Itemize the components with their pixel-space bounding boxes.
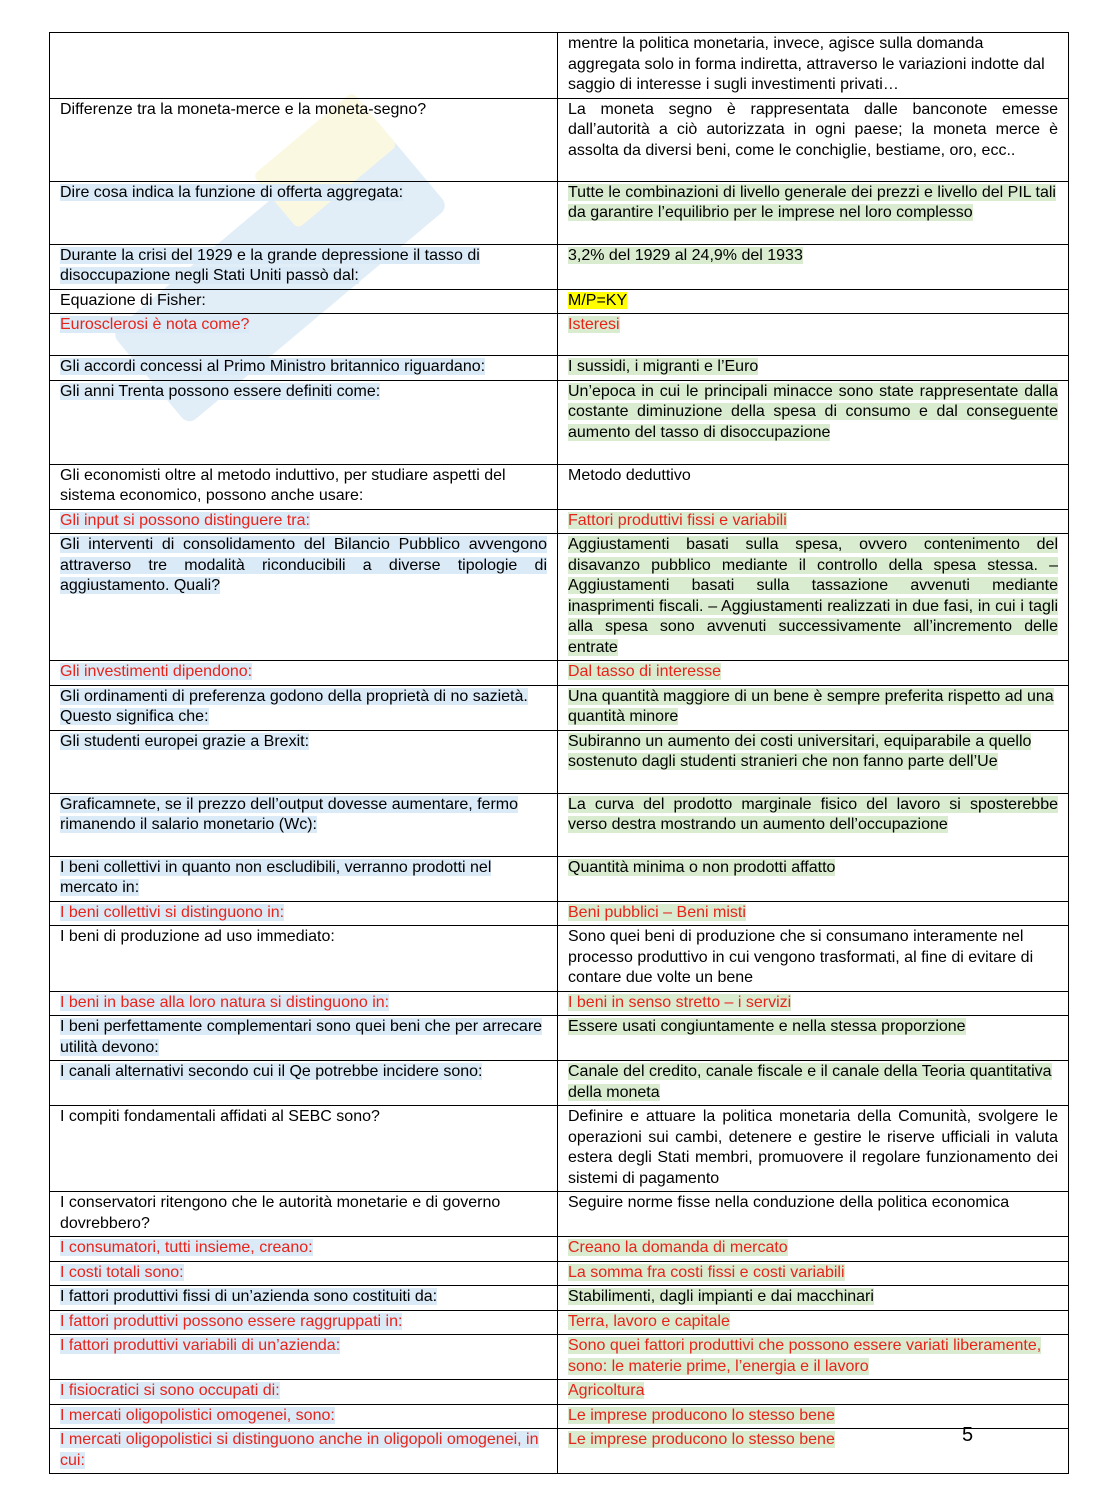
question-text: I fattori produttivi fissi di un’azienda sono costituiti da: (60, 1288, 438, 1305)
answer-text: Quantità minima o non prodotti affatto (568, 858, 836, 876)
answer-cell (558, 380, 1069, 464)
table-row (50, 1061, 1069, 1106)
table-row (50, 1192, 1069, 1237)
answer-cell (558, 181, 1069, 244)
answer-text: Tutte le combinazioni di livello generale dei prezzi e livello del PIL tali da garantire l’equilibrio per le imprese nel loro complesso (568, 183, 1056, 221)
answer-cell (558, 534, 1069, 661)
page-number: 5 (962, 1424, 974, 1446)
answer-text: Beni pubblici – Beni misti (568, 903, 746, 921)
question-text: Durante la crisi del 1929 e la grande depressione il tasso di disoccupazione negli Stati Uniti passò dal: (60, 246, 480, 284)
question-text: Gli studenti europei grazie a Brexit: (60, 732, 310, 750)
table-row (50, 380, 1069, 464)
answer-cell (558, 926, 1069, 992)
question-cell (50, 730, 558, 793)
answer-text: Subiranno un aumento dei costi universitari, equiparabile a quello sostenuto dagli studenti stranieri che non fanno parte dell’Ue (568, 732, 1032, 770)
question-text: Gli economisti oltre al metodo induttivo, per studiare aspetti del sistema economico, possono anche usare: (60, 466, 506, 504)
table-row (50, 730, 1069, 793)
answer-text: Metodo deduttivo (568, 466, 691, 484)
table-row (50, 356, 1069, 381)
table-row (50, 1429, 1069, 1474)
question-cell (50, 1286, 558, 1311)
answer-cell (558, 793, 1069, 856)
question-cell (50, 464, 558, 509)
question-text: Gli accordi concessi al Primo Ministro britannico riguardano: (60, 358, 486, 375)
answer-text: La curva del prodotto marginale fisico del lavoro si sposterebbe verso destra mostrando un aumento dell’occupazione (568, 795, 1058, 833)
answer-text: I sussidi, i migranti e l’Euro (568, 358, 759, 375)
answer-cell (558, 289, 1069, 314)
answer-cell (558, 98, 1069, 181)
answer-cell (558, 1192, 1069, 1237)
answer-cell (558, 1261, 1069, 1286)
answer-cell (558, 685, 1069, 730)
question-text: Eurosclerosi è nota come? (60, 316, 250, 333)
answer-text: I beni in senso stretto – i servizi (568, 993, 792, 1011)
question-text: Gli interventi di consolidamento del Bilancio Pubblico avvengono attraverso tre modalità riconducibili a diverse tipologie di aggiustamento. Quali? (60, 536, 547, 594)
answer-text: Le imprese producono lo stesso bene (568, 1431, 835, 1448)
answer-cell (558, 991, 1069, 1016)
answer-text: mentre la politica monetaria, invece, agisce sulla domanda aggregata solo in forma indiretta, attraverso le variazioni indotte dal saggio di interesse i sugli investimenti privati… (568, 35, 1045, 93)
table-row (50, 33, 1069, 99)
question-text: I beni collettivi in quanto non escludibili, verranno prodotti nel mercato in: (60, 858, 492, 896)
table-row (50, 856, 1069, 901)
question-cell (50, 1106, 558, 1192)
answer-text: Isteresi (568, 316, 620, 333)
question-text: I fattori produttivi possono essere raggruppati in: (60, 1312, 403, 1330)
question-cell (50, 98, 558, 181)
question-cell (50, 380, 558, 464)
question-text: I consumatori, tutti insieme, creano: (60, 1239, 313, 1256)
question-cell (50, 1380, 558, 1405)
table-row (50, 1310, 1069, 1335)
question-cell (50, 289, 558, 314)
question-text: Equazione di Fisher: (60, 291, 206, 309)
question-cell (50, 926, 558, 992)
question-text: I fisiocratici si sono occupati di: (60, 1382, 280, 1399)
table-row (50, 181, 1069, 244)
answer-cell (558, 1380, 1069, 1405)
question-cell (50, 509, 558, 534)
table-row (50, 1404, 1069, 1429)
question-cell (50, 901, 558, 926)
answer-text: Aggiustamenti basati sulla spesa, ovvero contenimento del disavanzo pubblico mediante il controllo della spesa stessa. – Aggiustamenti basati sulla tassazione avvenuti mediante inasprimenti fiscali. – Aggiustamenti realizzati in due fasi, in cui i tagli alla spesa sono avvenuti successivamente all’incremento delle entrate (568, 536, 1058, 656)
question-cell (50, 856, 558, 901)
answer-cell (558, 856, 1069, 901)
answer-text: Le imprese producono lo stesso bene (568, 1406, 835, 1424)
table-row (50, 991, 1069, 1016)
question-text: I mercati oligopolistici si distinguono anche in oligopoli omogenei, in cui: (60, 1431, 539, 1469)
answer-text: Dal tasso di interesse (568, 663, 721, 680)
question-text: I mercati oligopolistici omogenei, sono: (60, 1406, 335, 1424)
answer-cell (558, 1335, 1069, 1380)
answer-cell (558, 464, 1069, 509)
table-row (50, 289, 1069, 314)
question-cell (50, 1404, 558, 1429)
answer-cell (558, 244, 1069, 289)
answer-cell (558, 356, 1069, 381)
question-cell (50, 1016, 558, 1061)
question-text: I beni di produzione ad uso immediato: (60, 928, 335, 945)
question-cell (50, 1310, 558, 1335)
answer-text: Canale del credito, canale fiscale e il canale della Teoria quantitativa della moneta (568, 1063, 1052, 1101)
table-row (50, 1106, 1069, 1192)
answer-text: Creano la domanda di mercato (568, 1239, 788, 1256)
question-cell (50, 1335, 558, 1380)
question-cell (50, 356, 558, 381)
table-row (50, 685, 1069, 730)
answer-text: 3,2% del 1929 al 24,9% del 1933 (568, 246, 803, 264)
table-row (50, 98, 1069, 181)
answer-text: Sono quei beni di produzione che si consumano interamente nel processo produttivo in cui vengono trasformati, al fine di evitare di contare due volte un bene (568, 928, 1034, 986)
question-cell (50, 33, 558, 99)
answer-text: La moneta segno è rappresentata dalle banconote emesse dall’autorità a ciò autorizzata in ogni paese; la moneta merce è assolta da diversi beni, come le conchiglie, bestiame, oro, ecc.. (568, 100, 1058, 159)
answer-cell (558, 314, 1069, 356)
question-cell (50, 1261, 558, 1286)
question-text: I costi totali sono: (60, 1263, 184, 1281)
table-row (50, 1261, 1069, 1286)
table-row (50, 1380, 1069, 1405)
question-text: Graficamnete, se il prezzo dell’output dovesse aumentare, fermo rimanendo il salario monetario (Wc): (60, 795, 519, 833)
table-row (50, 793, 1069, 856)
answer-cell (558, 509, 1069, 534)
table-row (50, 509, 1069, 534)
table-row (50, 314, 1069, 356)
question-cell (50, 181, 558, 244)
question-text: Gli ordinamenti di preferenza godono della proprietà di no sazietà. Questo significa che: (60, 687, 528, 725)
table-row (50, 901, 1069, 926)
question-text: Gli investimenti dipendono: (60, 663, 253, 680)
table-row (50, 1286, 1069, 1311)
answer-text: Una quantità maggiore di un bene è sempre preferita rispetto ad una quantità minore (568, 687, 1054, 725)
answer-text: Sono quei fattori produttivi che possono essere variati liberamente, sono: le materie prime, l’energia e il lavoro (568, 1337, 1042, 1375)
answer-cell (558, 1404, 1069, 1429)
question-text: I beni in base alla loro natura si distinguono in: (60, 993, 390, 1011)
answer-text: M/P=KY (568, 291, 628, 309)
answer-text: Essere usati congiuntamente e nella stessa proporzione (568, 1018, 966, 1035)
question-cell (50, 244, 558, 289)
answer-text: Terra, lavoro e capitale (568, 1312, 730, 1330)
question-text: Gli input si possono distinguere tra: (60, 511, 310, 529)
table-row (50, 534, 1069, 661)
question-text: I beni collettivi si distinguono in: (60, 903, 285, 921)
answer-cell (558, 661, 1069, 686)
question-cell (50, 534, 558, 661)
table-row (50, 464, 1069, 509)
question-cell (50, 1192, 558, 1237)
answer-cell (558, 1429, 1069, 1474)
answer-cell (558, 730, 1069, 793)
question-cell (50, 991, 558, 1016)
table-row (50, 244, 1069, 289)
qa-table-body (50, 33, 1069, 1474)
table-row (50, 661, 1069, 686)
table-row (50, 1016, 1069, 1061)
question-text: Gli anni Trenta possono essere definiti come: (60, 382, 381, 400)
answer-text: La somma fra costi fissi e costi variabili (568, 1263, 845, 1281)
question-text: Differenze tra la moneta-merce e la moneta-segno? (60, 100, 427, 118)
question-text: I beni perfettamente complementari sono quei beni che per arrecare utilità devono: (60, 1018, 543, 1056)
question-cell (50, 1429, 558, 1474)
answer-text: Stabilimenti, dagli impianti e dai macchinari (568, 1288, 874, 1305)
question-cell (50, 314, 558, 356)
question-cell (50, 685, 558, 730)
question-text: I canali alternativi secondo cui il Qe potrebbe incidere sono: (60, 1063, 483, 1080)
question-cell (50, 1061, 558, 1106)
answer-text: Seguire norme fisse nella conduzione della politica economica (568, 1194, 1010, 1211)
table-row (50, 1237, 1069, 1262)
question-text: I fattori produttivi variabili di un’azienda: (60, 1337, 341, 1354)
qa-table (49, 32, 1069, 1474)
answer-cell (558, 1237, 1069, 1262)
table-row (50, 926, 1069, 992)
answer-cell (558, 1310, 1069, 1335)
question-cell (50, 1237, 558, 1262)
answer-cell (558, 901, 1069, 926)
question-text: I conservatori ritengono che le autorità monetarie e di governo dovrebbero? (60, 1194, 501, 1232)
question-text: I compiti fondamentali affidati al SEBC sono? (60, 1108, 380, 1125)
answer-text: Agricoltura (568, 1382, 645, 1399)
answer-cell (558, 1106, 1069, 1192)
answer-cell (558, 1286, 1069, 1311)
answer-text: Definire e attuare la politica monetaria della Comunità, svolgere le operazioni sui cambi, detenere e gestire le riserve ufficiali in valuta estera degli Stati membri, promuovere il regolare funzionamento dei sistemi di pagamento (568, 1108, 1058, 1187)
answer-text: Un’epoca in cui le principali minacce sono state rappresentate dalla costante diminuzione della spesa di consumo e dal conseguente aumento del tasso di disoccupazione (568, 382, 1058, 441)
answer-text: Fattori produttivi fissi e variabili (568, 511, 787, 529)
answer-cell (558, 33, 1069, 99)
table-row (50, 1335, 1069, 1380)
question-text: Dire cosa indica la funzione di offerta aggregata: (60, 183, 404, 201)
answer-cell (558, 1061, 1069, 1106)
question-cell (50, 661, 558, 686)
question-cell (50, 793, 558, 856)
answer-cell (558, 1016, 1069, 1061)
